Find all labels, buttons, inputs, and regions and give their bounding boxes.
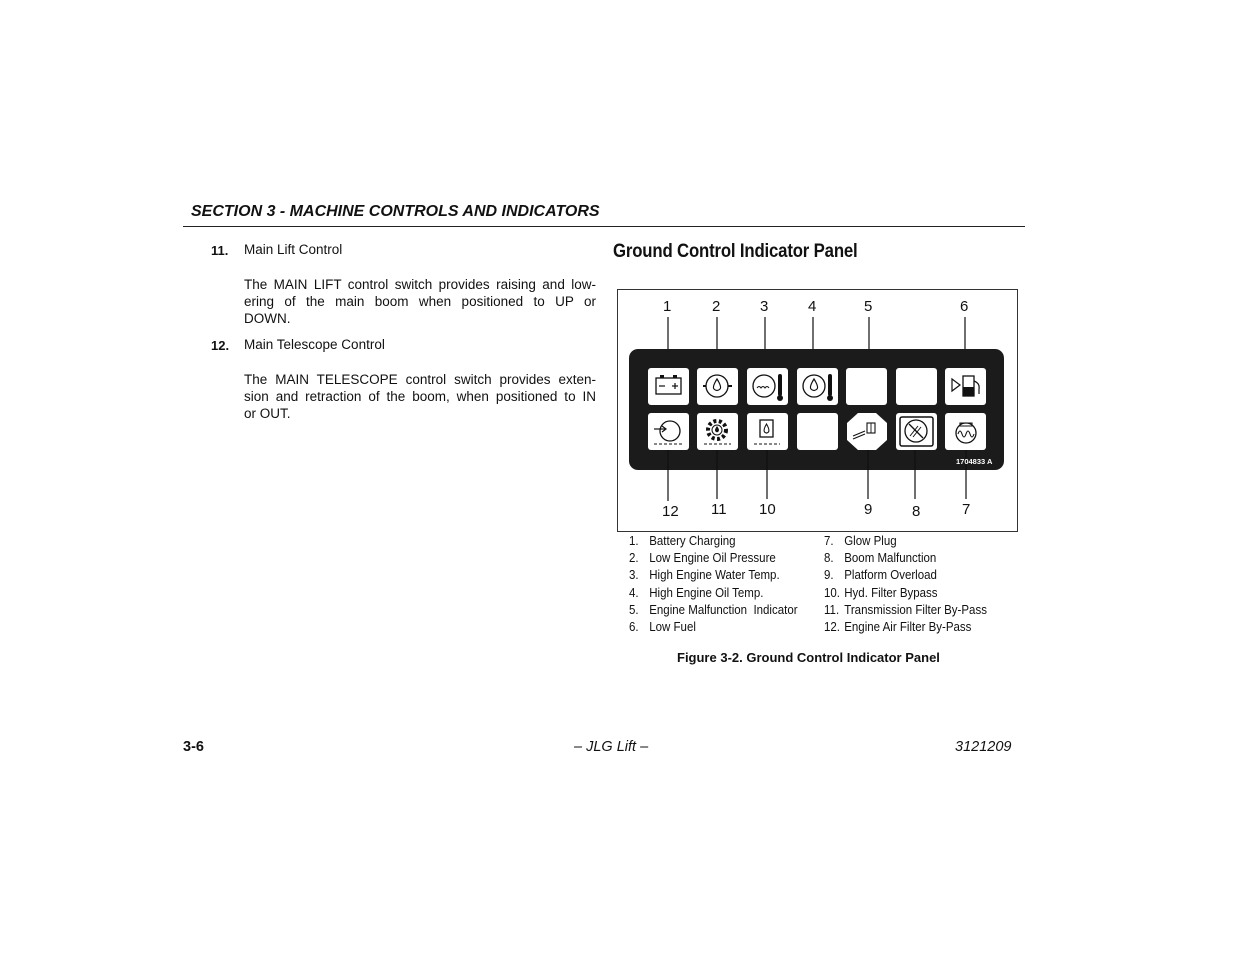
legend-label: Boom Malfunction [844,551,937,566]
item-body-line: sion and retraction of the boom, when positioned to IN [244,389,596,404]
callout-9: 9 [864,501,873,518]
legend-label: High Engine Oil Temp. [649,585,764,600]
document-number: 3121209 [955,739,1012,755]
legend-label: Hyd. Filter Bypass [844,585,938,600]
legend-item [629,602,798,619]
legend-item [629,533,798,550]
item-body-line: or OUT. [244,406,291,421]
legend-label: Engine Air Filter By-Pass [844,620,972,635]
callout-1: 1 [663,298,672,315]
header-rule [183,226,1025,227]
legend-number: 12. [824,620,840,635]
legend-label: Platform Overload [844,568,937,583]
item-body [244,276,596,327]
section-title: SECTION 3 - MACHINE CONTROLS AND INDICATORS [191,203,600,220]
legend-label: Battery Charging [649,534,736,548]
indicator-panel-illustration [617,289,1018,532]
callout-12: 12 [662,503,679,520]
water-temp-icon [747,368,788,405]
panel-body [629,349,1004,470]
oil-temp-icon [797,368,838,405]
legend-item [629,550,798,567]
legend-label: Glow Plug [844,534,897,548]
callout-8: 8 [912,503,921,520]
legend-number: 6. [629,620,639,635]
legend-label: Transmission Filter By-Pass [844,602,987,617]
legend-label: Engine Malfunction Indicator [649,602,798,617]
item-body-line: DOWN. [244,311,291,326]
legend-number: 11. [824,602,840,617]
legend-left [629,533,798,636]
item-number: 12. [211,338,230,353]
legend-item [824,602,987,619]
callout-5: 5 [864,298,873,315]
callout-7: 7 [962,501,971,518]
blank-lamp [896,368,937,405]
item-heading: Main Lift Control [244,242,343,257]
legend-number: 5. [629,602,639,617]
legend-number: 1. [629,534,639,548]
legend-number: 3. [629,568,639,583]
platform-overload-icon [847,413,887,450]
callout-4: 4 [808,298,817,315]
legend-label: High Engine Water Temp. [649,568,780,583]
boom-malfunction-icon [896,413,937,450]
callout-10: 10 [759,501,776,518]
legend-item [629,619,798,636]
item-number: 11. [211,243,229,258]
figure-heading: Ground Control Indicator Panel [613,240,858,262]
legend-item [824,585,987,602]
panel-part-number: 1704833 A [956,457,993,466]
engine-malfunction-lamp [846,368,887,405]
item-body-line: ering of the main boom when positioned to UP or [244,294,596,309]
legend-number: 10. [824,585,840,600]
transmission-filter-icon [697,413,738,450]
air-filter-icon [648,413,689,450]
callout-3: 3 [760,298,769,315]
callout-2: 2 [712,298,721,315]
blank-lamp [797,413,838,450]
legend-right [824,533,987,636]
callout-6: 6 [960,298,969,315]
glow-plug-icon [945,413,986,450]
legend-item [629,567,798,584]
fuel-icon [945,368,986,405]
battery-icon [648,368,689,405]
legend-item [824,567,987,584]
legend-item [824,619,987,636]
legend-label: Low Engine Oil Pressure [649,551,776,566]
legend-number: 9. [824,568,834,583]
legend-label: Low Fuel [649,620,696,635]
figure-caption: Figure 3-2. Ground Control Indicator Panel [677,650,940,665]
footer-publisher: – JLG Lift – [574,739,649,755]
item-heading: Main Telescope Control [244,337,385,352]
legend-number: 4. [629,585,639,600]
page-number: 3-6 [183,739,204,755]
item-body-line: The MAIN LIFT control switch provides raising and low- [244,277,596,292]
item-body [244,371,596,422]
legend-item [629,585,798,602]
item-body-line: The MAIN TELESCOPE control switch provides exten- [244,372,596,387]
legend-number: 8. [824,551,834,566]
hyd-filter-icon [747,413,788,450]
legend-item [824,533,987,550]
legend-item [824,550,987,567]
legend-number: 2. [629,551,639,566]
legend-number: 7. [824,534,834,548]
oil-pressure-icon [697,368,738,405]
callout-11: 11 [711,501,727,518]
